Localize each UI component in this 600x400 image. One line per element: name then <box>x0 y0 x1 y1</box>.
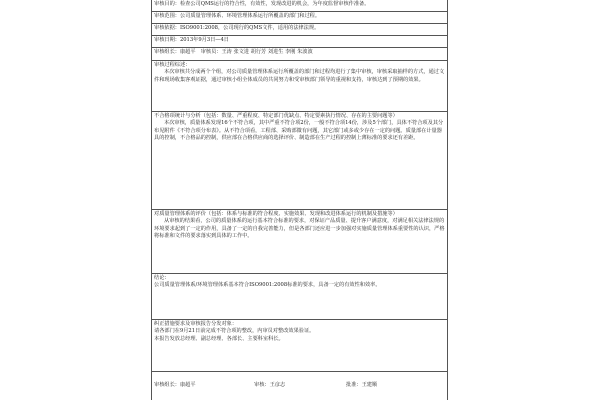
nonconformity-title: 不合格项统计与分析（包括：数量、严重程度、特定部门优缺点、特定要素执行情况、存在的主要问题等） <box>154 113 398 119</box>
evaluation-body: 从审核的结果看，公司的质量体系的运行基本符合标准的要求，对保证产品质量、提升客户满意度，对满足相关法律法规的环境要求起到了一定的作用，具备了一定的自我完善能力，但是各部门还应进一步加强对实施质量管理体系重要性的认识，严格将标准和文件的要求落实到具体的工作中。 <box>154 218 445 240</box>
audit-scope: 审核范围：公司质量管理体系、环境管理体系运行所覆盖的部门和过程。 <box>154 13 321 19</box>
corrective-title: 纠正措施要求及审核报告分发对象： <box>154 321 238 327</box>
signature-row <box>152 372 447 400</box>
nonconformity-body: 本次审核，质量体系发现16个不符合项，其中严重不符合项2份，一般不符合项14份，涉及5个部门，具体不符合项及其分布见附件《不符合项分布表》。从不符合项看，工程部、采购部微有问题，其它部门或多或少存在一定的问题。质量部在计量器具的控制，不合格品的控制，供应部在合格供应商的选择评价、制造部在生产过程的控制上薄标准的要求还有差距。 <box>154 120 444 142</box>
audit-scope-row <box>152 12 447 24</box>
reviewer-signature: 审核：王彦志 <box>254 382 286 389</box>
corrective-line1: 请各部门在9月21日前完成不符合项的整改，内审员对整改效果验证。 <box>154 328 315 335</box>
process-title: 审核过程综述： <box>154 62 191 68</box>
audit-leader-signature: 审核组长：康超平 <box>154 382 196 389</box>
process-body: 本次审核共分成两个个组，对公司质量管理体系运行所覆盖的部门和过程均进行了集中审核，审核采取抽样的方式，通过文件和现场收集客观证据，通过审核小组全体成员的共同努力和受审核部门领导的重视和支持，审核达到了预期的效果。 <box>154 69 445 83</box>
approver-signature: 批准：王建顺 <box>346 382 378 389</box>
corrective-section <box>152 320 447 372</box>
conclusion-title: 结论： <box>154 275 170 281</box>
audit-date-row <box>152 36 447 48</box>
audit-purpose-row <box>152 0 447 12</box>
evaluation-title: 对质量管理体系的评价（包括：体系与标准的符合程度、实施效果、发现和改进体系运行的机制及措施等） <box>154 211 398 217</box>
conclusion-section <box>152 274 447 320</box>
audit-team: 审核组长：康超平 审核员：王涛 张文进 胡行芳 刘进生 李刚 朱波波 <box>154 49 313 55</box>
audit-date: 审核日期：2013年9月3日—4日 <box>154 37 229 43</box>
audit-basis-row <box>152 24 447 36</box>
audit-basis: 审核依据：ISO9001:2008，公司现行的QMS文件，适用的法律法规。 <box>154 25 320 31</box>
process-section <box>152 61 447 112</box>
nonconformity-section <box>152 112 447 210</box>
evaluation-section <box>152 210 447 274</box>
corrective-line2: 本报告发放总经理、副总经理、各部长、主要科室科长。 <box>154 335 284 342</box>
audit-purpose: 审核目的：检查公司QMS运行的符合性，有效性，发现改进的机会，为年度监督审核作准备。 <box>154 1 370 7</box>
conclusion-body: 公司质量管理体系/环境管理体系基本符合ISO9001:2008标准的要求，具备一定的有效性和效率。 <box>154 282 381 289</box>
audit-team-row <box>152 48 447 61</box>
audit-report-form <box>151 0 448 400</box>
